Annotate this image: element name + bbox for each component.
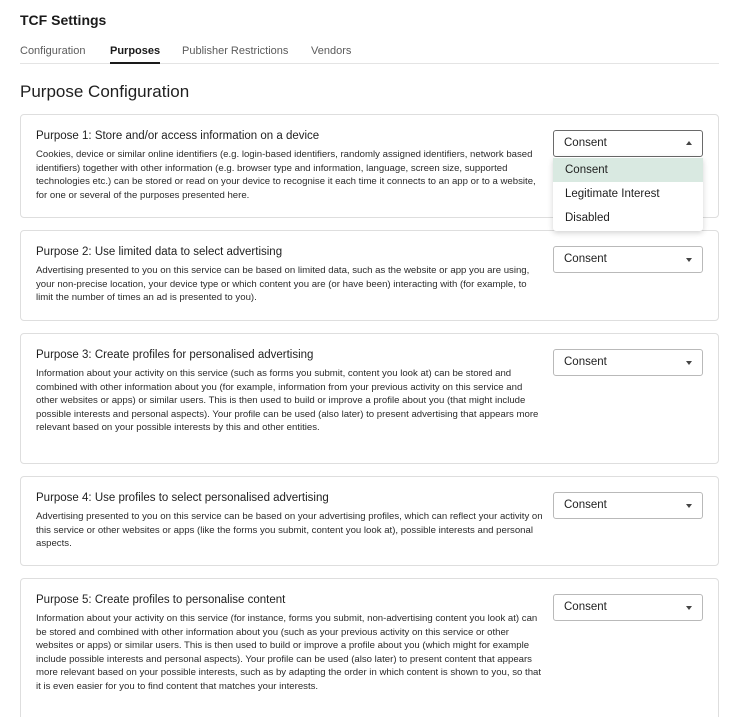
select-value: Consent	[564, 137, 607, 149]
option-consent[interactable]: Consent	[553, 158, 703, 182]
purpose-title: Purpose 2: Use limited data to select advertising	[36, 246, 283, 258]
purpose-card-5	[20, 578, 719, 717]
purpose-title: Purpose 3: Create profiles for personalised advertising	[36, 349, 314, 361]
purpose-title: Purpose 1: Store and/or access information on a device	[36, 130, 320, 142]
purpose-1-dropdown-menu	[553, 157, 703, 231]
purpose-5-select[interactable]	[553, 594, 703, 621]
purpose-description: Information about your activity on this service (for instance, forms you submit, non-advertising content you look at) can be stored and combined with other information about you (such as your previous activity on this service or other websites or apps) or similar users. This is then used to build or improve a profile about you (which might for example include possible interests and personal aspects). Your profile can be used (also later) to present content that appears more relevant based on your possible interests, such as by adapting the order in which content is shown to you, so that it is even easier for you to find content that matches your interests.	[36, 613, 542, 692]
select-value: Consent	[564, 356, 607, 368]
option-disabled[interactable]: Disabled	[565, 212, 610, 224]
tab-vendors[interactable]: Vendors	[311, 45, 352, 57]
section-title: Purpose Configuration	[20, 82, 190, 101]
chevron-down-icon	[686, 504, 692, 508]
select-value: Consent	[564, 499, 607, 511]
tab-publisher-restrictions[interactable]: Publisher Restrictions	[182, 45, 289, 57]
option-legitimate-interest[interactable]: Legitimate Interest	[565, 188, 660, 200]
purpose-2-select[interactable]	[553, 246, 703, 273]
tab-configuration[interactable]: Configuration	[20, 45, 86, 57]
chevron-down-icon	[686, 361, 692, 365]
chevron-up-icon	[686, 141, 692, 145]
purpose-description: Advertising presented to you on this service can be based on limited data, such as the website or app you are using, your non-precise location, your device type or which content you are (or have been) interacting with (for example, to limit the number of times an ad is presented to you).	[36, 265, 530, 303]
purpose-card-2	[20, 230, 719, 321]
purpose-description: Information about your activity on this service (such as forms you submit, content you look at) can be stored and combined with other information about you (for example, information from your previous activity on this service and other websites or apps) or similar users. This is then used to build or improve a profile about you (that might include possible interests and personal aspects). Your profile can be used (also later) to present advertising that appears more relevant based on your possible interests by this and other entities.	[36, 368, 539, 433]
select-value: Consent	[564, 253, 607, 265]
chevron-down-icon	[686, 258, 692, 262]
tab-bar	[20, 44, 719, 64]
tab-purposes[interactable]: Purposes	[110, 45, 160, 64]
page-title: TCF Settings	[20, 12, 107, 28]
purpose-card-4	[20, 476, 719, 566]
purpose-description: Advertising presented to you on this service can be based on your advertising profiles, which can reflect your activity on this service or other websites or apps (like the forms you submit, content you look at), possible interests and personal aspects.	[36, 511, 543, 549]
purpose-card-3	[20, 333, 719, 464]
select-value: Consent	[564, 601, 607, 613]
purpose-1-select[interactable]	[553, 130, 703, 157]
purpose-3-select[interactable]	[553, 349, 703, 376]
purpose-description: Cookies, device or similar online identifiers (e.g. login-based identifiers, randomly assigned identifiers, network based identifiers) together with other information (e.g. browser type and information, language, screen size, supported technologies etc.) can be stored or read on your device to recognise it each time it connects to an app or to a website, for one or several of the purposes presented here.	[36, 149, 536, 201]
purpose-title: Purpose 4: Use profiles to select personalised advertising	[36, 492, 329, 504]
purpose-4-select[interactable]	[553, 492, 703, 519]
purpose-title: Purpose 5: Create profiles to personalise content	[36, 594, 286, 606]
chevron-down-icon	[686, 606, 692, 610]
